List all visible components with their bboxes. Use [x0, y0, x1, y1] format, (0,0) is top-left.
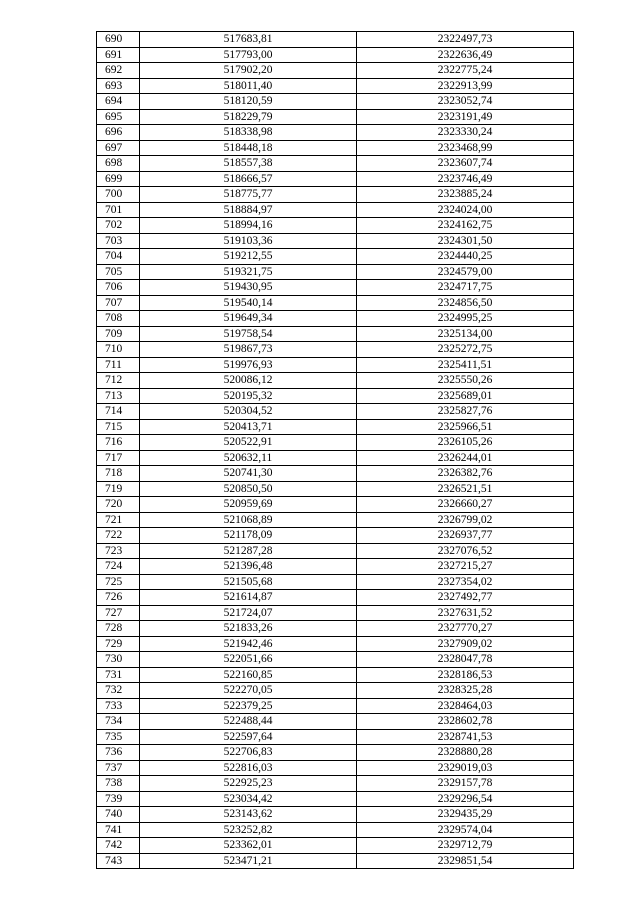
- x-coordinate-cell: 523471,21: [140, 853, 357, 869]
- row-number-cell: 701: [97, 202, 140, 218]
- x-coordinate-cell: 520304,52: [140, 404, 357, 420]
- y-coordinate-cell: 2328602,78: [357, 714, 574, 730]
- y-coordinate-cell: 2326521,51: [357, 481, 574, 497]
- row-number-cell: 740: [97, 807, 140, 823]
- x-coordinate-cell: 518557,38: [140, 156, 357, 172]
- x-coordinate-cell: 521505,68: [140, 574, 357, 590]
- row-number-cell: 696: [97, 125, 140, 141]
- row-number-cell: 737: [97, 760, 140, 776]
- x-coordinate-cell: 519867,73: [140, 342, 357, 358]
- y-coordinate-cell: 2327770,27: [357, 621, 574, 637]
- x-coordinate-cell: 518775,77: [140, 187, 357, 203]
- row-number-cell: 739: [97, 791, 140, 807]
- x-coordinate-cell: 522925,23: [140, 776, 357, 792]
- table-row: [97, 264, 574, 280]
- x-coordinate-cell: 521833,26: [140, 621, 357, 637]
- x-coordinate-cell: 522270,05: [140, 683, 357, 699]
- x-coordinate-cell: 523034,42: [140, 791, 357, 807]
- x-coordinate-cell: 521942,46: [140, 636, 357, 652]
- x-coordinate-cell: 522379,25: [140, 698, 357, 714]
- table-row: [97, 838, 574, 854]
- y-coordinate-cell: 2324440,25: [357, 249, 574, 265]
- x-coordinate-cell: 521178,09: [140, 528, 357, 544]
- y-coordinate-cell: 2329296,54: [357, 791, 574, 807]
- y-coordinate-cell: 2329435,29: [357, 807, 574, 823]
- table-row: [97, 156, 574, 172]
- table-row: [97, 590, 574, 606]
- row-number-cell: 695: [97, 109, 140, 125]
- x-coordinate-cell: 519212,55: [140, 249, 357, 265]
- x-coordinate-cell: 518994,16: [140, 218, 357, 234]
- x-coordinate-cell: 521396,48: [140, 559, 357, 575]
- x-coordinate-cell: 519976,93: [140, 357, 357, 373]
- table-row: [97, 357, 574, 373]
- table-row: [97, 249, 574, 265]
- x-coordinate-cell: 520959,69: [140, 497, 357, 513]
- row-number-cell: 723: [97, 543, 140, 559]
- y-coordinate-cell: 2322913,99: [357, 78, 574, 94]
- y-coordinate-cell: 2326244,01: [357, 450, 574, 466]
- table-row: [97, 435, 574, 451]
- table-row: [97, 125, 574, 141]
- table-row: [97, 543, 574, 559]
- x-coordinate-cell: 521068,89: [140, 512, 357, 528]
- y-coordinate-cell: 2328047,78: [357, 652, 574, 668]
- y-coordinate-cell: 2325550,26: [357, 373, 574, 389]
- row-number-cell: 724: [97, 559, 140, 575]
- table-row: [97, 621, 574, 637]
- row-number-cell: 741: [97, 822, 140, 838]
- y-coordinate-cell: 2325966,51: [357, 419, 574, 435]
- table-row: [97, 481, 574, 497]
- table-row: [97, 388, 574, 404]
- y-coordinate-cell: 2324024,00: [357, 202, 574, 218]
- table-row: [97, 698, 574, 714]
- table-row: [97, 791, 574, 807]
- y-coordinate-cell: 2327354,02: [357, 574, 574, 590]
- y-coordinate-cell: 2329574,04: [357, 822, 574, 838]
- row-number-cell: 691: [97, 47, 140, 63]
- y-coordinate-cell: 2325689,01: [357, 388, 574, 404]
- y-coordinate-cell: 2325411,51: [357, 357, 574, 373]
- row-number-cell: 742: [97, 838, 140, 854]
- x-coordinate-cell: 523252,82: [140, 822, 357, 838]
- y-coordinate-cell: 2325134,00: [357, 326, 574, 342]
- y-coordinate-cell: 2325827,76: [357, 404, 574, 420]
- row-number-cell: 690: [97, 32, 140, 48]
- y-coordinate-cell: 2329712,79: [357, 838, 574, 854]
- y-coordinate-cell: 2324995,25: [357, 311, 574, 327]
- x-coordinate-cell: 520632,11: [140, 450, 357, 466]
- row-number-cell: 734: [97, 714, 140, 730]
- y-coordinate-cell: 2324717,75: [357, 280, 574, 296]
- x-coordinate-cell: 522706,83: [140, 745, 357, 761]
- table-row: [97, 94, 574, 110]
- row-number-cell: 711: [97, 357, 140, 373]
- table-row: [97, 109, 574, 125]
- x-coordinate-cell: 519758,54: [140, 326, 357, 342]
- table-row: [97, 171, 574, 187]
- y-coordinate-cell: 2322497,73: [357, 32, 574, 48]
- y-coordinate-cell: 2326660,27: [357, 497, 574, 513]
- row-number-cell: 719: [97, 481, 140, 497]
- table-row: [97, 497, 574, 513]
- x-coordinate-cell: 522051,66: [140, 652, 357, 668]
- table-row: [97, 729, 574, 745]
- table-row: [97, 140, 574, 156]
- row-number-cell: 716: [97, 435, 140, 451]
- x-coordinate-cell: 518338,98: [140, 125, 357, 141]
- row-number-cell: 709: [97, 326, 140, 342]
- row-number-cell: 697: [97, 140, 140, 156]
- y-coordinate-cell: 2329851,54: [357, 853, 574, 869]
- x-coordinate-cell: 522160,85: [140, 667, 357, 683]
- table-row: [97, 760, 574, 776]
- table-row: [97, 807, 574, 823]
- table-row: [97, 745, 574, 761]
- table-row: [97, 853, 574, 869]
- x-coordinate-cell: 521614,87: [140, 590, 357, 606]
- y-coordinate-cell: 2327492,77: [357, 590, 574, 606]
- row-number-cell: 722: [97, 528, 140, 544]
- y-coordinate-cell: 2328880,28: [357, 745, 574, 761]
- row-number-cell: 721: [97, 512, 140, 528]
- table-row: [97, 652, 574, 668]
- row-number-cell: 743: [97, 853, 140, 869]
- y-coordinate-cell: 2324162,75: [357, 218, 574, 234]
- row-number-cell: 715: [97, 419, 140, 435]
- table-row: [97, 373, 574, 389]
- row-number-cell: 706: [97, 280, 140, 296]
- y-coordinate-cell: 2323468,99: [357, 140, 574, 156]
- table-row: [97, 280, 574, 296]
- row-number-cell: 693: [97, 78, 140, 94]
- y-coordinate-cell: 2323052,74: [357, 94, 574, 110]
- x-coordinate-cell: 522488,44: [140, 714, 357, 730]
- row-number-cell: 712: [97, 373, 140, 389]
- y-coordinate-cell: 2327631,52: [357, 605, 574, 621]
- x-coordinate-cell: 517902,20: [140, 63, 357, 79]
- x-coordinate-cell: 520741,30: [140, 466, 357, 482]
- table-row: [97, 574, 574, 590]
- table-row: [97, 187, 574, 203]
- row-number-cell: 726: [97, 590, 140, 606]
- y-coordinate-cell: 2323607,74: [357, 156, 574, 172]
- row-number-cell: 725: [97, 574, 140, 590]
- table-row: [97, 714, 574, 730]
- table-row: [97, 466, 574, 482]
- x-coordinate-cell: 517793,00: [140, 47, 357, 63]
- x-coordinate-cell: 518120,59: [140, 94, 357, 110]
- row-number-cell: 729: [97, 636, 140, 652]
- row-number-cell: 714: [97, 404, 140, 420]
- table-row: [97, 528, 574, 544]
- x-coordinate-cell: 518448,18: [140, 140, 357, 156]
- y-coordinate-cell: 2323330,24: [357, 125, 574, 141]
- y-coordinate-cell: 2323191,49: [357, 109, 574, 125]
- row-number-cell: 703: [97, 233, 140, 249]
- y-coordinate-cell: 2329157,78: [357, 776, 574, 792]
- table-row: [97, 342, 574, 358]
- x-coordinate-cell: 519321,75: [140, 264, 357, 280]
- y-coordinate-cell: 2324579,00: [357, 264, 574, 280]
- table-row: [97, 311, 574, 327]
- y-coordinate-cell: 2327909,02: [357, 636, 574, 652]
- row-number-cell: 738: [97, 776, 140, 792]
- x-coordinate-cell: 518011,40: [140, 78, 357, 94]
- y-coordinate-cell: 2329019,03: [357, 760, 574, 776]
- row-number-cell: 720: [97, 497, 140, 513]
- y-coordinate-cell: 2323885,24: [357, 187, 574, 203]
- x-coordinate-cell: 519430,95: [140, 280, 357, 296]
- table-row: [97, 683, 574, 699]
- y-coordinate-cell: 2328741,53: [357, 729, 574, 745]
- x-coordinate-cell: 518666,57: [140, 171, 357, 187]
- y-coordinate-cell: 2325272,75: [357, 342, 574, 358]
- table-row: [97, 78, 574, 94]
- x-coordinate-cell: 518229,79: [140, 109, 357, 125]
- y-coordinate-cell: 2327076,52: [357, 543, 574, 559]
- table-row: [97, 512, 574, 528]
- x-coordinate-cell: 520195,32: [140, 388, 357, 404]
- x-coordinate-cell: 520413,71: [140, 419, 357, 435]
- table-row: [97, 667, 574, 683]
- x-coordinate-cell: 520522,91: [140, 435, 357, 451]
- table-row: [97, 202, 574, 218]
- row-number-cell: 707: [97, 295, 140, 311]
- table-row: [97, 63, 574, 79]
- table-row: [97, 419, 574, 435]
- x-coordinate-cell: 517683,81: [140, 32, 357, 48]
- x-coordinate-cell: 522816,03: [140, 760, 357, 776]
- table-row: [97, 326, 574, 342]
- row-number-cell: 699: [97, 171, 140, 187]
- row-number-cell: 733: [97, 698, 140, 714]
- y-coordinate-cell: 2326105,26: [357, 435, 574, 451]
- row-number-cell: 731: [97, 667, 140, 683]
- x-coordinate-cell: 520850,50: [140, 481, 357, 497]
- row-number-cell: 735: [97, 729, 140, 745]
- y-coordinate-cell: 2322775,24: [357, 63, 574, 79]
- table-row: [97, 822, 574, 838]
- row-number-cell: 700: [97, 187, 140, 203]
- y-coordinate-cell: 2327215,27: [357, 559, 574, 575]
- row-number-cell: 702: [97, 218, 140, 234]
- y-coordinate-cell: 2328464,03: [357, 698, 574, 714]
- x-coordinate-cell: 523143,62: [140, 807, 357, 823]
- y-coordinate-cell: 2322636,49: [357, 47, 574, 63]
- row-number-cell: 694: [97, 94, 140, 110]
- table-row: [97, 559, 574, 575]
- row-number-cell: 698: [97, 156, 140, 172]
- table-row: [97, 233, 574, 249]
- row-number-cell: 736: [97, 745, 140, 761]
- table-row: [97, 295, 574, 311]
- x-coordinate-cell: 520086,12: [140, 373, 357, 389]
- row-number-cell: 717: [97, 450, 140, 466]
- y-coordinate-cell: 2326382,76: [357, 466, 574, 482]
- coordinate-table-body: [97, 32, 574, 869]
- row-number-cell: 708: [97, 311, 140, 327]
- y-coordinate-cell: 2324856,50: [357, 295, 574, 311]
- table-row: [97, 404, 574, 420]
- table-row: [97, 605, 574, 621]
- row-number-cell: 704: [97, 249, 140, 265]
- x-coordinate-cell: 519103,36: [140, 233, 357, 249]
- table-row: [97, 218, 574, 234]
- x-coordinate-cell: 521287,28: [140, 543, 357, 559]
- x-coordinate-cell: 519540,14: [140, 295, 357, 311]
- row-number-cell: 692: [97, 63, 140, 79]
- table-row: [97, 776, 574, 792]
- x-coordinate-cell: 523362,01: [140, 838, 357, 854]
- row-number-cell: 718: [97, 466, 140, 482]
- y-coordinate-cell: 2326937,77: [357, 528, 574, 544]
- x-coordinate-cell: 521724,07: [140, 605, 357, 621]
- table-row: [97, 450, 574, 466]
- y-coordinate-cell: 2328186,53: [357, 667, 574, 683]
- x-coordinate-cell: 522597,64: [140, 729, 357, 745]
- table-row: [97, 32, 574, 48]
- table-row: [97, 636, 574, 652]
- coordinate-table: [96, 31, 574, 869]
- coordinate-table-container: [96, 31, 572, 869]
- row-number-cell: 732: [97, 683, 140, 699]
- row-number-cell: 710: [97, 342, 140, 358]
- x-coordinate-cell: 518884,97: [140, 202, 357, 218]
- table-row: [97, 47, 574, 63]
- y-coordinate-cell: 2326799,02: [357, 512, 574, 528]
- y-coordinate-cell: 2323746,49: [357, 171, 574, 187]
- row-number-cell: 705: [97, 264, 140, 280]
- row-number-cell: 713: [97, 388, 140, 404]
- row-number-cell: 730: [97, 652, 140, 668]
- y-coordinate-cell: 2324301,50: [357, 233, 574, 249]
- row-number-cell: 727: [97, 605, 140, 621]
- row-number-cell: 728: [97, 621, 140, 637]
- x-coordinate-cell: 519649,34: [140, 311, 357, 327]
- y-coordinate-cell: 2328325,28: [357, 683, 574, 699]
